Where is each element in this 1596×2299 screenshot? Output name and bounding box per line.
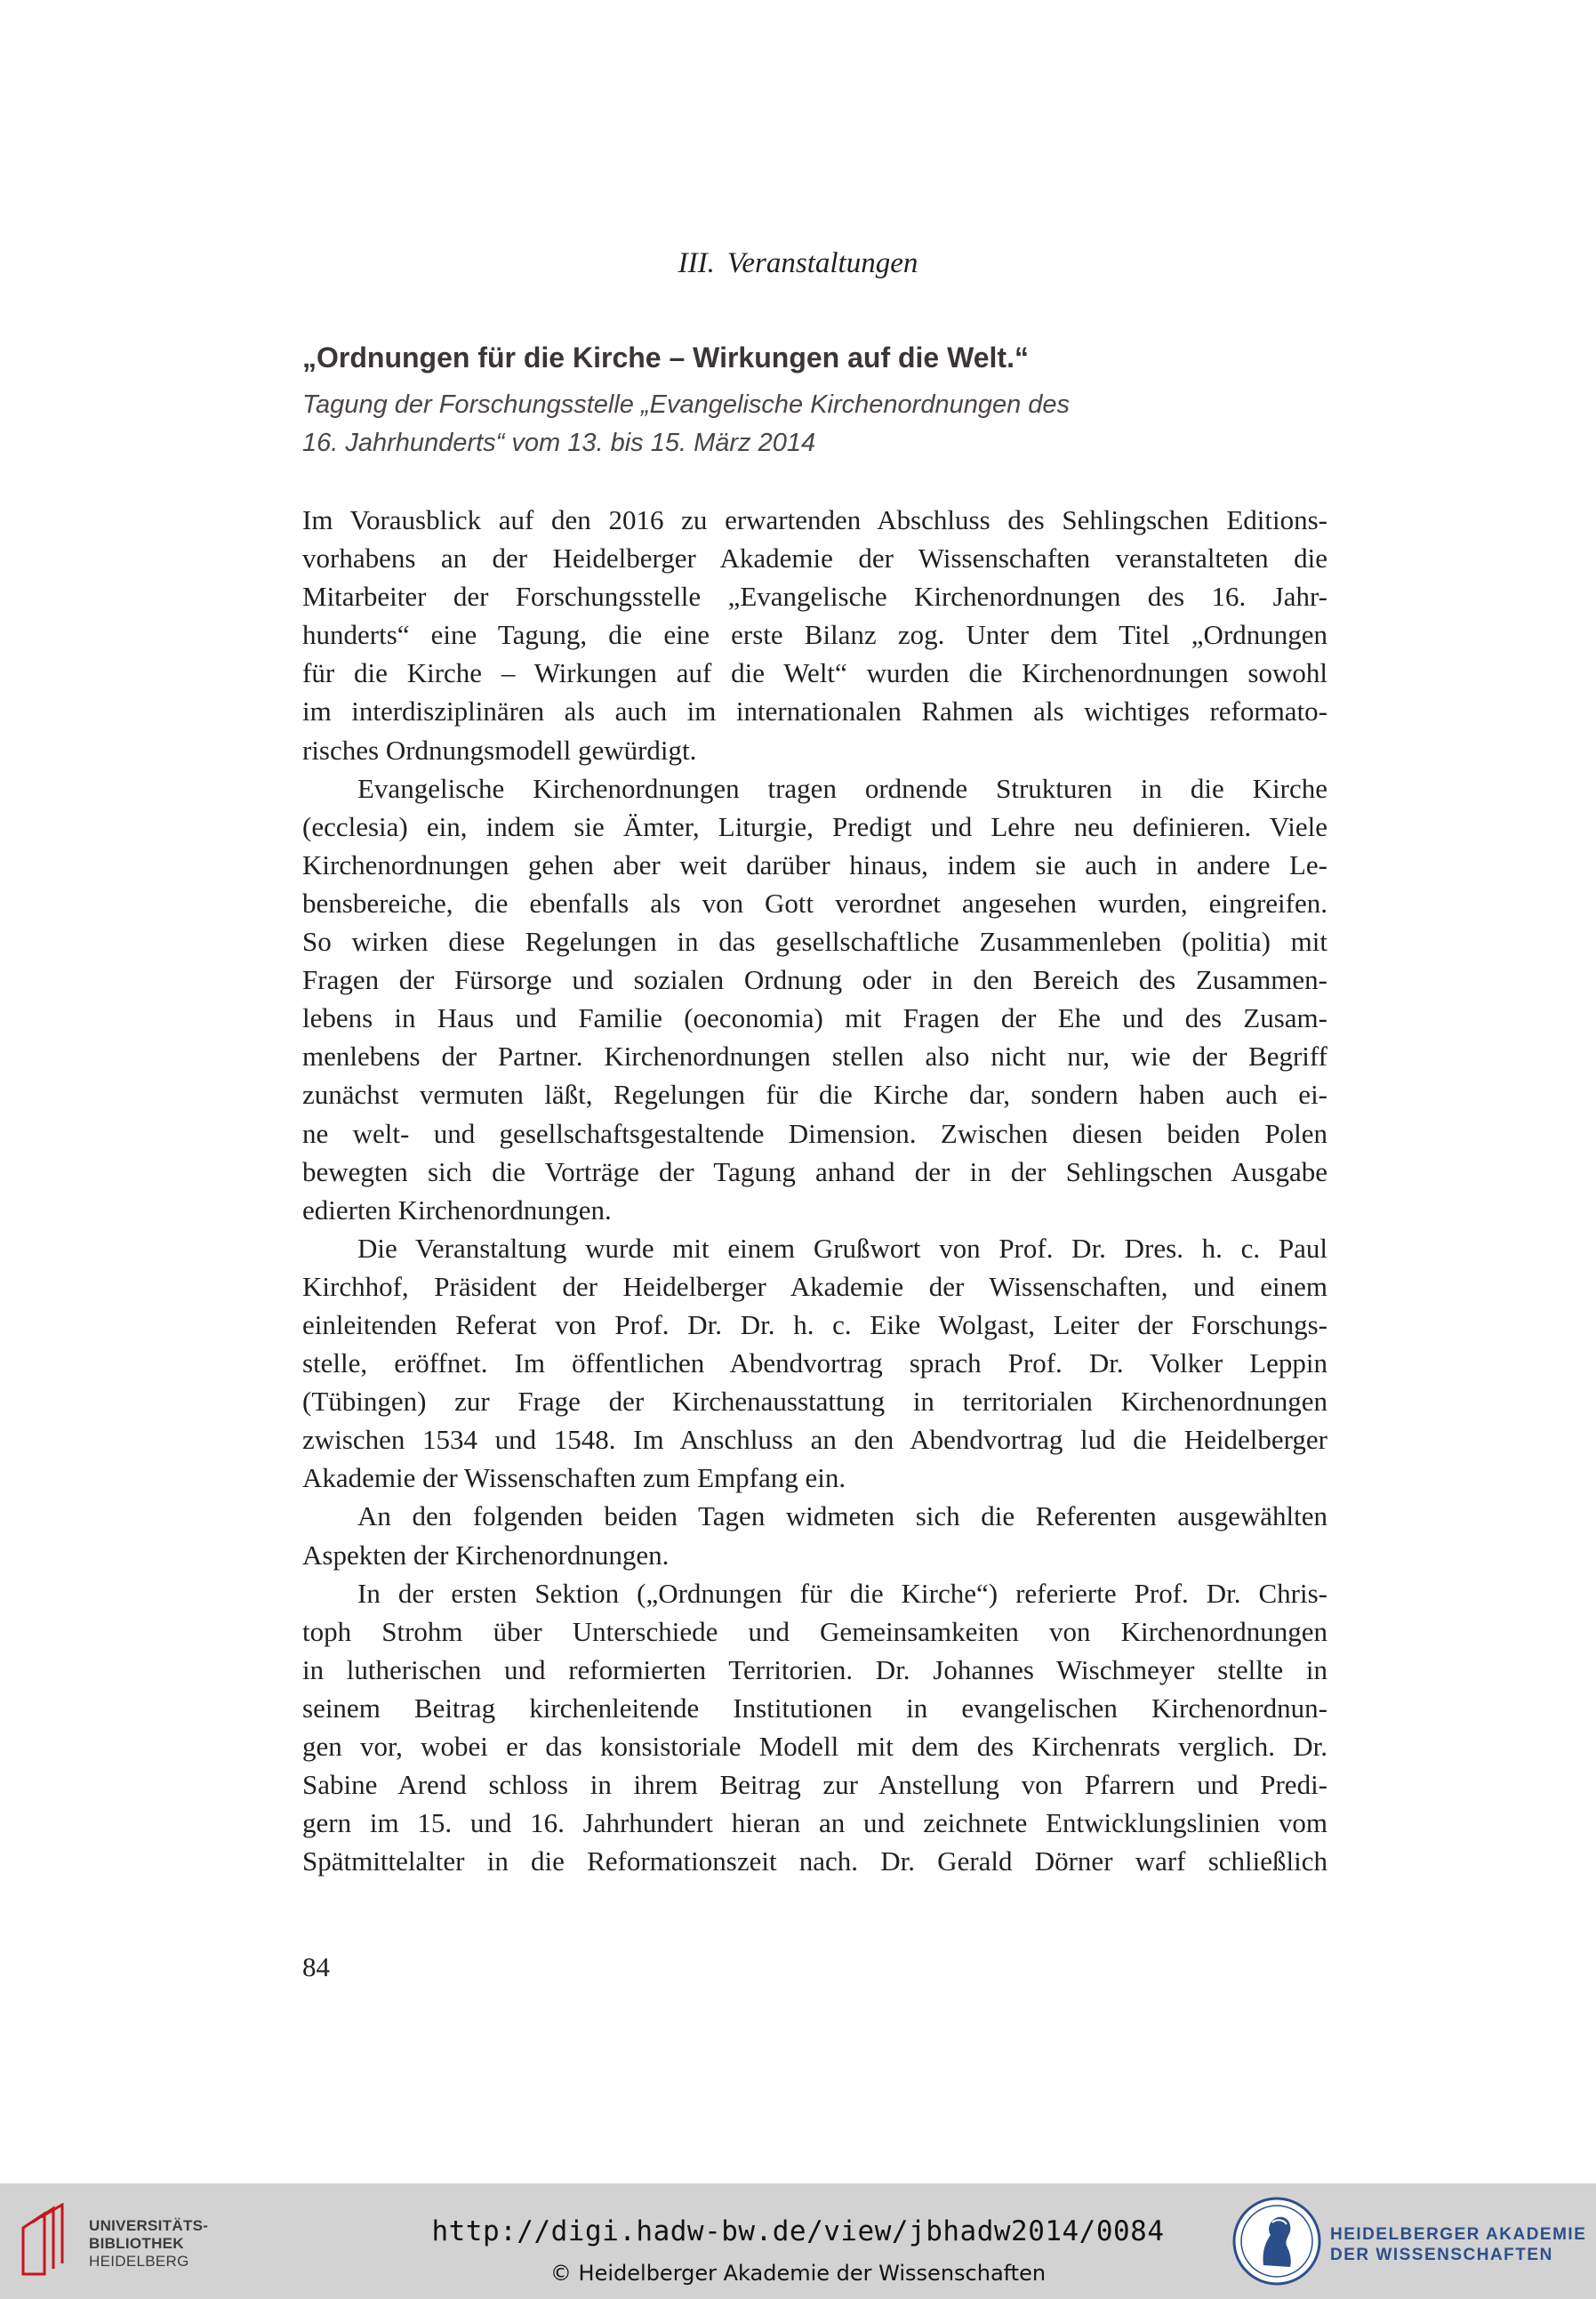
body-line: menlebens der Partner. Kirchenordnungen stellen also nicht nur, wie der Begriff <box>302 1041 1327 1073</box>
body-line: bewegten sich die Vorträge der Tagung anhand der in der Sehlingschen Ausgabe <box>302 1155 1327 1187</box>
body-line: In der ersten Sektion („Ordnungen für die Kirche“) referierte Prof. Dr. Chris- <box>357 1577 1327 1609</box>
academy-name-line: DER WISSENSCHAFTEN <box>1330 2246 1553 2264</box>
body-line: seinem Beitrag kirchenleitende Institutionen in evangelischen Kirchenordnun- <box>302 1692 1327 1724</box>
copyright-notice: © Heidelberger Akademie der Wissenschaften <box>549 2261 1047 2286</box>
body-line: bensbereiche, die ebenfalls als von Gott verordnet angesehen wurden, eingreifen. <box>302 887 1327 919</box>
body-line: edierten Kirchenordnungen. <box>302 1194 612 1226</box>
article-subtitle <box>302 386 1325 462</box>
academy-seal-icon <box>1231 2196 1322 2287</box>
body-line: gen vor, wobei er das konsistoriale Modell mit dem des Kirchenrats verglich. Dr. <box>302 1731 1327 1762</box>
academy-name-line: HEIDELBERGER AKADEMIE <box>1330 2225 1587 2244</box>
article-title: „Ordnungen für die Kirche – Wirkungen auf die Welt.“ <box>302 342 1029 374</box>
body-line: für die Kirche – Wirkungen auf die Welt“ wurden die Kirchenordnungen sowohl <box>302 657 1327 689</box>
body-line: Mitarbeiter der Forschungsstelle „Evangelische Kirchenordnungen des 16. Jahr- <box>302 581 1327 613</box>
body-line: stelle, eröffnet. Im öffentlichen Abendvortrag sprach Prof. Dr. Volker Leppin <box>302 1347 1327 1379</box>
body-line: Kirchenordnungen gehen aber weit darüber hinaus, indem sie auch in andere Le- <box>302 848 1327 880</box>
body-line: im interdisziplinären als auch im internationalen Rahmen als wichtiges reformato- <box>302 695 1327 727</box>
body-line: Evangelische Kirchenordnungen tragen ordnende Strukturen in die Kirche <box>357 772 1327 804</box>
body-line: An den folgenden beiden Tagen widmeten sich die Referenten ausgewählten <box>357 1500 1327 1532</box>
body-line: gern im 15. und 16. Jahrhundert hieran an und zeichnete Entwicklungslinien vom <box>302 1807 1327 1839</box>
document-url-link[interactable]: http://digi.hadw-bw.de/view/jbhadw2014/0084 <box>431 2215 1165 2247</box>
body-line: Fragen der Fürsorge und sozialen Ordnung oder in den Bereich des Zusammen- <box>302 964 1327 996</box>
body-line: vorhabens an der Heidelberger Akademie der Wissenschaften veranstalteten die <box>302 543 1327 575</box>
library-name-line: BIBLIOTHEK <box>89 2235 184 2252</box>
section-title: Veranstaltungen <box>726 247 918 279</box>
body-line: risches Ordnungsmodell gewürdigt. <box>302 734 697 766</box>
subtitle-line: Tagung der Forschungsstelle „Evangelische Kirchenordnungen des <box>302 390 1071 419</box>
section-number: III. <box>678 247 715 279</box>
body-line: Sabine Arend schloss in ihrem Beitrag zur Anstellung von Pfarrern und Predi- <box>302 1769 1327 1801</box>
body-line: toph Strohm über Unterschiede und Gemeinsamkeiten von Kirchenordnungen <box>302 1615 1327 1647</box>
running-head <box>0 242 1596 285</box>
body-line: Akademie der Wissenschaften zum Empfang ein. <box>302 1462 846 1494</box>
body-line: Spätmittelalter in die Reformationszeit nach. Dr. Gerald Dörner warf schließlich <box>302 1845 1327 1877</box>
body-line: Aspekten der Kirchenordnungen. <box>302 1539 670 1571</box>
page-number: 84 <box>302 1951 330 1982</box>
body-line: Im Vorausblick auf den 2016 zu erwartenden Abschluss des Sehlingschen Editions- <box>302 504 1327 535</box>
body-line: zunächst vermuten läßt, Regelungen für die Kirche dar, sondern haben auch ei- <box>302 1079 1327 1111</box>
academy-name <box>1330 2224 1586 2265</box>
library-name-line: HEIDELBERG <box>89 2253 189 2270</box>
body-line: So wirken diese Regelungen in das gesellschaftliche Zusammenleben (politia) mit <box>302 926 1327 958</box>
footer-bar <box>0 2183 1596 2299</box>
body-line: (Tübingen) zur Frage der Kirchenausstattung in territorialen Kirchenordnungen <box>302 1386 1327 1418</box>
library-name-line: UNIVERSITÄTS- <box>89 2217 209 2234</box>
body-line: (ecclesia) ein, indem sie Ämter, Liturgie, Predigt und Lehre neu definieren. Viele <box>302 810 1327 842</box>
body-line: lebens in Haus und Familie (oeconomia) mit Fragen der Ehe und des Zusam- <box>302 1002 1327 1034</box>
body-line: Die Veranstaltung wurde mit einem Grußwort von Prof. Dr. Dres. h. c. Paul <box>357 1232 1327 1264</box>
article-body <box>302 501 1327 1880</box>
body-line: hunderts“ eine Tagung, die eine erste Bilanz zog. Unter dem Titel „Ordnungen <box>302 619 1327 651</box>
body-line: einleitenden Referat von Prof. Dr. Dr. h. c. Eike Wolgast, Leiter der Forschungs- <box>302 1308 1327 1340</box>
subtitle-line: 16. Jahrhunderts“ vom 13. bis 15. März 2014 <box>302 429 816 457</box>
body-line: zwischen 1534 und 1548. Im Anschluss an den Abendvortrag lud die Heidelberger <box>302 1424 1327 1456</box>
body-line: Kirchhof, Präsident der Heidelberger Akademie der Wissenschaften, und einem <box>302 1270 1327 1302</box>
body-line: in lutherischen und reformierten Territorien. Dr. Johannes Wischmeyer stellte in <box>302 1653 1327 1685</box>
body-line: ne welt- und gesellschaftsgestaltende Dimension. Zwischen diesen beiden Polen <box>302 1117 1327 1149</box>
